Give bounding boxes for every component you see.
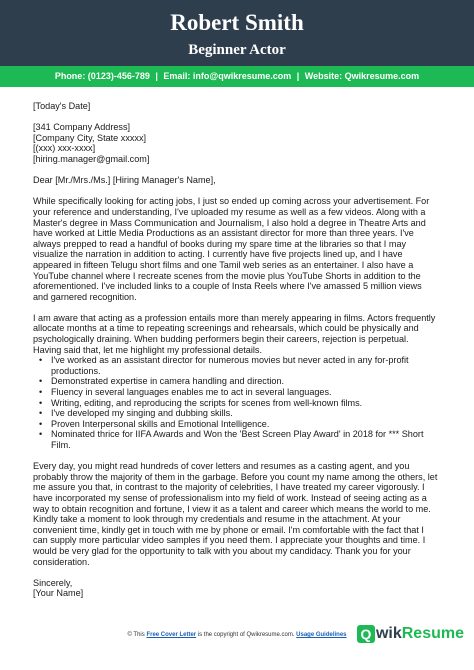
text-line: Having said that, let me highlight my professional details. xyxy=(33,344,262,355)
text-line: appeared in fifteen Telugu short films and one Tamil web series as an entertainer. I also have a xyxy=(33,259,414,270)
bullet-icon: • xyxy=(39,418,43,429)
footer-text: © This xyxy=(127,632,147,638)
separator: | xyxy=(296,71,300,81)
logo-q-icon: Q xyxy=(357,625,375,643)
footer-text: is the copyright of Qwikresume.com. xyxy=(196,632,297,638)
free-cover-letter-link[interactable]: Free Cover Letter xyxy=(146,632,197,638)
candidate-name: Robert Smith xyxy=(170,10,304,35)
list-item: • Writing, editing, and reproducing the scripts for scenes from well-known films. xyxy=(39,397,363,408)
logo-resume: Resume xyxy=(401,625,464,642)
list-item: • Proven Interpersonal skills and Emotional Intelligence. xyxy=(39,418,270,429)
contact-bar xyxy=(0,66,474,87)
bullet-icon: • xyxy=(39,397,43,408)
text-line: Master's degree in Mass Communication and Journalism, I also hold a degree in Theatre Arts and xyxy=(33,217,426,228)
website-text: Website: Qwikresume.com xyxy=(304,71,420,81)
text-line: always prepped to read a handful of books during my spare time at the libraries so that I may xyxy=(33,238,407,249)
text-line: Every day, you might read hundreds of cover letters and resumes as a casting agent, and you xyxy=(33,461,410,472)
list-item: • Fluency in several languages enables me to act in several languages. xyxy=(39,387,332,398)
letter-date: [Today's Date] xyxy=(33,101,91,111)
address-line: [hiring.manager@gmail.com] xyxy=(33,153,150,164)
text-line: have incorporated my sense of professionalism into my field of work. Instead of seeing acting as a xyxy=(33,492,427,503)
letter-body xyxy=(33,101,445,599)
list-item: • I've worked as an assistant director for numerous movies but never acted in any for-profit productions. xyxy=(39,355,409,376)
address-line: [Company City, State xxxxx] xyxy=(33,132,147,143)
bullet-icon: • xyxy=(39,408,43,419)
address-line: [(xxx) xxx-xxxx] xyxy=(33,143,96,154)
text-line: would be very glad for the opportunity to talk with you about my candidacy. Thank you for your xyxy=(33,545,411,556)
text-line: convenient time, kindly get in touch with me by phone or email. I'm comfortable with the fact that I xyxy=(33,524,424,535)
text-line: probably throw the majority of them in the garbage. Before you count my name among the others, let xyxy=(33,471,438,482)
highlights-list xyxy=(33,355,445,450)
paragraph-intro xyxy=(33,196,445,302)
text-line: have worked at Little Media Productions as an assistant director for more than three years. I've xyxy=(33,228,414,239)
text-line: way to obtain recognition and fortune, I view it as a talent and career which means the world to me. xyxy=(33,503,431,514)
text-line: While specifically looking for acting jobs, I just so ended up coming across your advertisement. For xyxy=(33,196,430,207)
closing: Sincerely, xyxy=(33,577,73,588)
candidate-role: Beginner Actor xyxy=(188,42,286,58)
list-item: • Demonstrated expertise in camera handling and direction. xyxy=(39,376,285,387)
address-line: [341 Company Address] xyxy=(33,122,131,133)
separator: | xyxy=(155,71,158,81)
phone-text: Phone: (0123)-456-789 xyxy=(54,71,150,81)
list-item: • Nominated thrice for IIFA Awards and Won the 'Best Screen Play Award' in 2018 for *** Short Film. xyxy=(39,429,424,450)
text-line: I am aware that acting as a profession entails more than merely appearing in films. Actors frequently xyxy=(33,312,436,323)
text-line: me assure you that, in contrast to the majority of celebrities, I have treated my career vigorously. I xyxy=(33,482,425,493)
bullet-icon: • xyxy=(39,355,43,366)
bullet-icon: • xyxy=(39,376,43,387)
text-line: aforementioned. I've included links to a couple of Insta Reels where I've amassed 5 million views xyxy=(33,281,422,292)
email-text: Email: info@qwikresume.com xyxy=(163,71,292,81)
text-line: your reference and understanding, I've uploaded my resume as well as a few videos. Along with a xyxy=(33,206,426,217)
bullet-icon: • xyxy=(39,429,43,440)
usage-guidelines-link[interactable]: Usage Guidelines xyxy=(296,632,347,638)
text-line: can supply more particular video samples if you need them. I appreciate your thoughts and time. I xyxy=(33,535,426,546)
resume-header xyxy=(0,0,474,66)
qwikresume-logo xyxy=(357,623,464,645)
bullet-icon: • xyxy=(39,387,43,398)
text-line: Kindly take a moment to look through my credentials and resume in the attachment. At your xyxy=(33,514,401,525)
text-line: and garnered recognition. xyxy=(33,291,137,302)
list-item: • I've developed my singing and dubbing skills. xyxy=(39,408,233,419)
text-line: visualize the narration in addition to acting. I currently have five projects lined up, and I have xyxy=(33,249,403,260)
signature: [Your Name] xyxy=(33,588,84,599)
text-line: allocate months at a time to repeating screenings and rehearsals, which could be physically and xyxy=(33,323,419,334)
greeting: Dear [Mr./Mrs./Ms.] [Hiring Manager's Name], xyxy=(33,175,216,186)
text-line: YouTube channel where I recreate scenes from the movie plus YouTube Shorts in addition to the xyxy=(33,270,421,281)
logo-wik: wik xyxy=(375,625,402,642)
paragraph-awareness xyxy=(33,313,445,355)
text-line: psychologically draining. When budding performers begin their careers, rejection is perpetual. xyxy=(33,334,409,345)
text-line: consideration. xyxy=(33,556,90,567)
paragraph-closing xyxy=(33,461,445,567)
